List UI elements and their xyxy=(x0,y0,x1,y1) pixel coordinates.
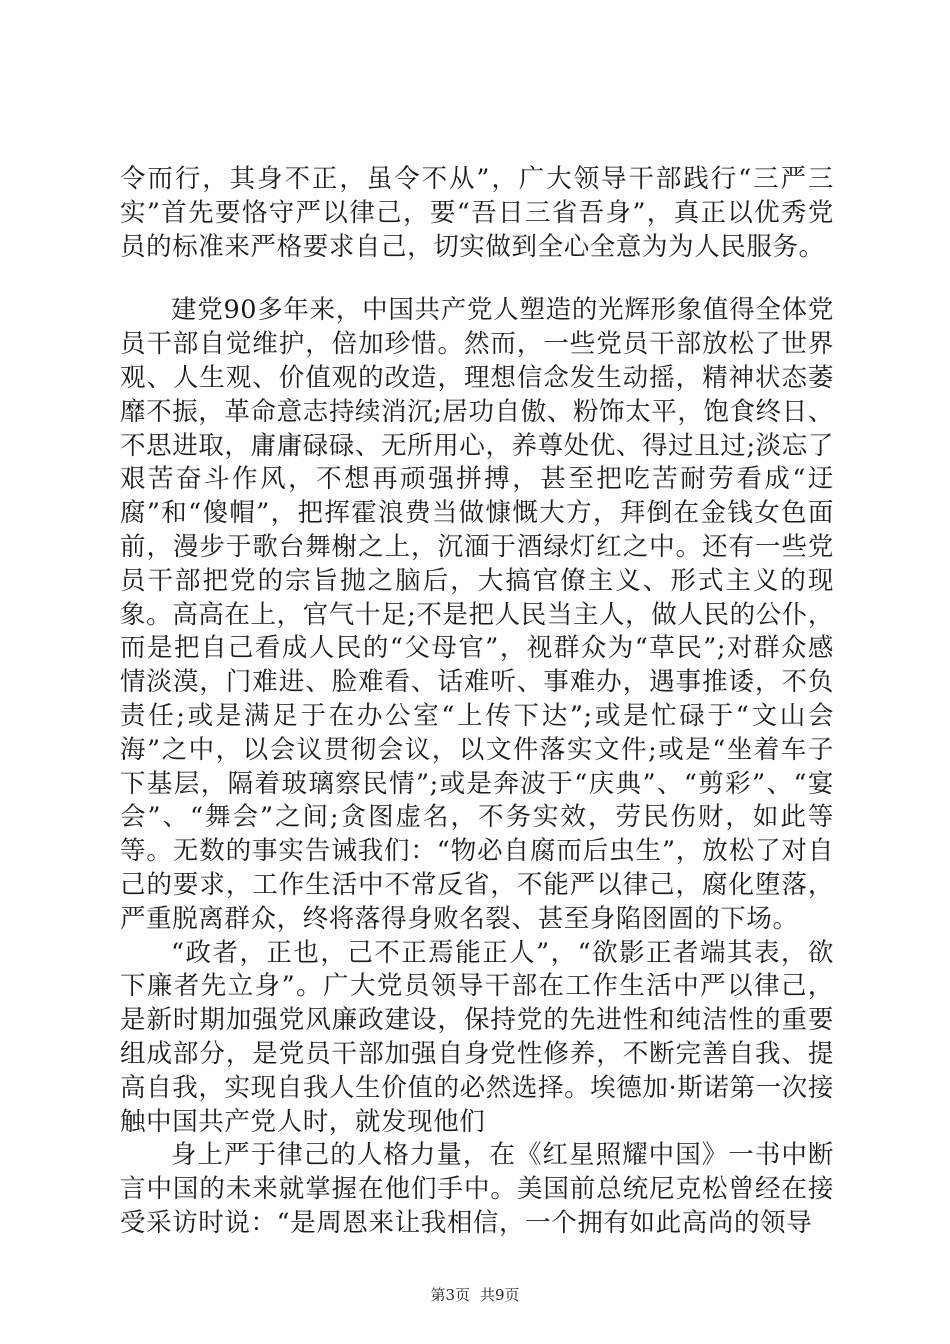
page-number-total: 共9页 xyxy=(480,1286,520,1304)
page-number-current: 第3页 xyxy=(430,1286,470,1304)
paragraph-self-discipline: “政者，正也，己不正焉能正人”，“欲影正者端其表，欲下廉者先立身”。广大党员领导干部在工作生活中严以律己，是新时期加强党风廉政建设，保持党的先进性和纯洁性的重要组成部分，是党员干部加强自身党性修养，不断完善自我、提高自我，实现自我人生价值的必然选择。埃德加·斯诺第一次接触中国共产党人时，就发现他们 xyxy=(120,937,834,1137)
document-body xyxy=(120,163,834,1241)
paragraph-party-history: 建党90多年来，中国共产党人塑造的光辉形象值得全体党员干部自觉维护，倍加珍惜。然而，一些党员干部放松了世界观、人生观、价值观的改造，理想信念发生动摇，精神状态萎靡不振，革命意志持续消沉;居功自傲、粉饰太平，饱食终日、不思进取，庸庸碌碌、无所用心，养尊处优、得过且过;淡忘了艰苦奋斗作风，不想再顽强拼搏，甚至把吃苦耐劳看成“迂腐”和“傻帽”，把挥霍浪费当做慷慨大方，拜倒在金钱女色面前，漫步于歌台舞榭之上，沉湎于酒绿灯红之中。还有一些党员干部把党的宗旨抛之脑后，大搞官僚主义、形式主义的现象。高高在上，官气十足;不是把人民当主人，做人民的公仆，而是把自己看成人民的“父母官”，视群众为“草民”;对群众感情淡漠，门难进、脸难看、话难听、事难办，遇事推诿，不负责任;或是满足于在办公室“上传下达”;或是忙碌于“文山会海”之中，以会议贯彻会议，以文件落实文件;或是“坐着车子下基层，隔着玻璃察民情”;或是奔波于“庆典”、“剪彩”、“宴会”、“舞会”之间;贪图虚名，不务实效，劳民伤财，如此等等。无数的事实告诫我们：“物必自腐而后虫生”，放松了对自己的要求，工作生活中不常反省，不能严以律己，腐化堕落，严重脱离群众，终将落得身败名裂、甚至身陷囹圄的下场。 xyxy=(120,295,834,934)
paragraph-gap xyxy=(120,264,834,294)
page-footer xyxy=(0,1285,950,1305)
paragraph-red-star: 身上严于律己的人格力量，在《红星照耀中国》一书中断言中国的未来就掌握在他们手中。美国前总统尼克松曾经在接受采访时说：“是周恩来让我相信，一个拥有如此高尚的领导 xyxy=(120,1140,834,1238)
paragraph-continuation: 令而行，其身不正，虽令不从”，广大领导干部践行“三严三实”首先要恪守严以律己，要“吾日三省吾身”，真正以优秀党员的标准来严格要求自己，切实做到全心全意为为人民服务。 xyxy=(120,164,834,262)
